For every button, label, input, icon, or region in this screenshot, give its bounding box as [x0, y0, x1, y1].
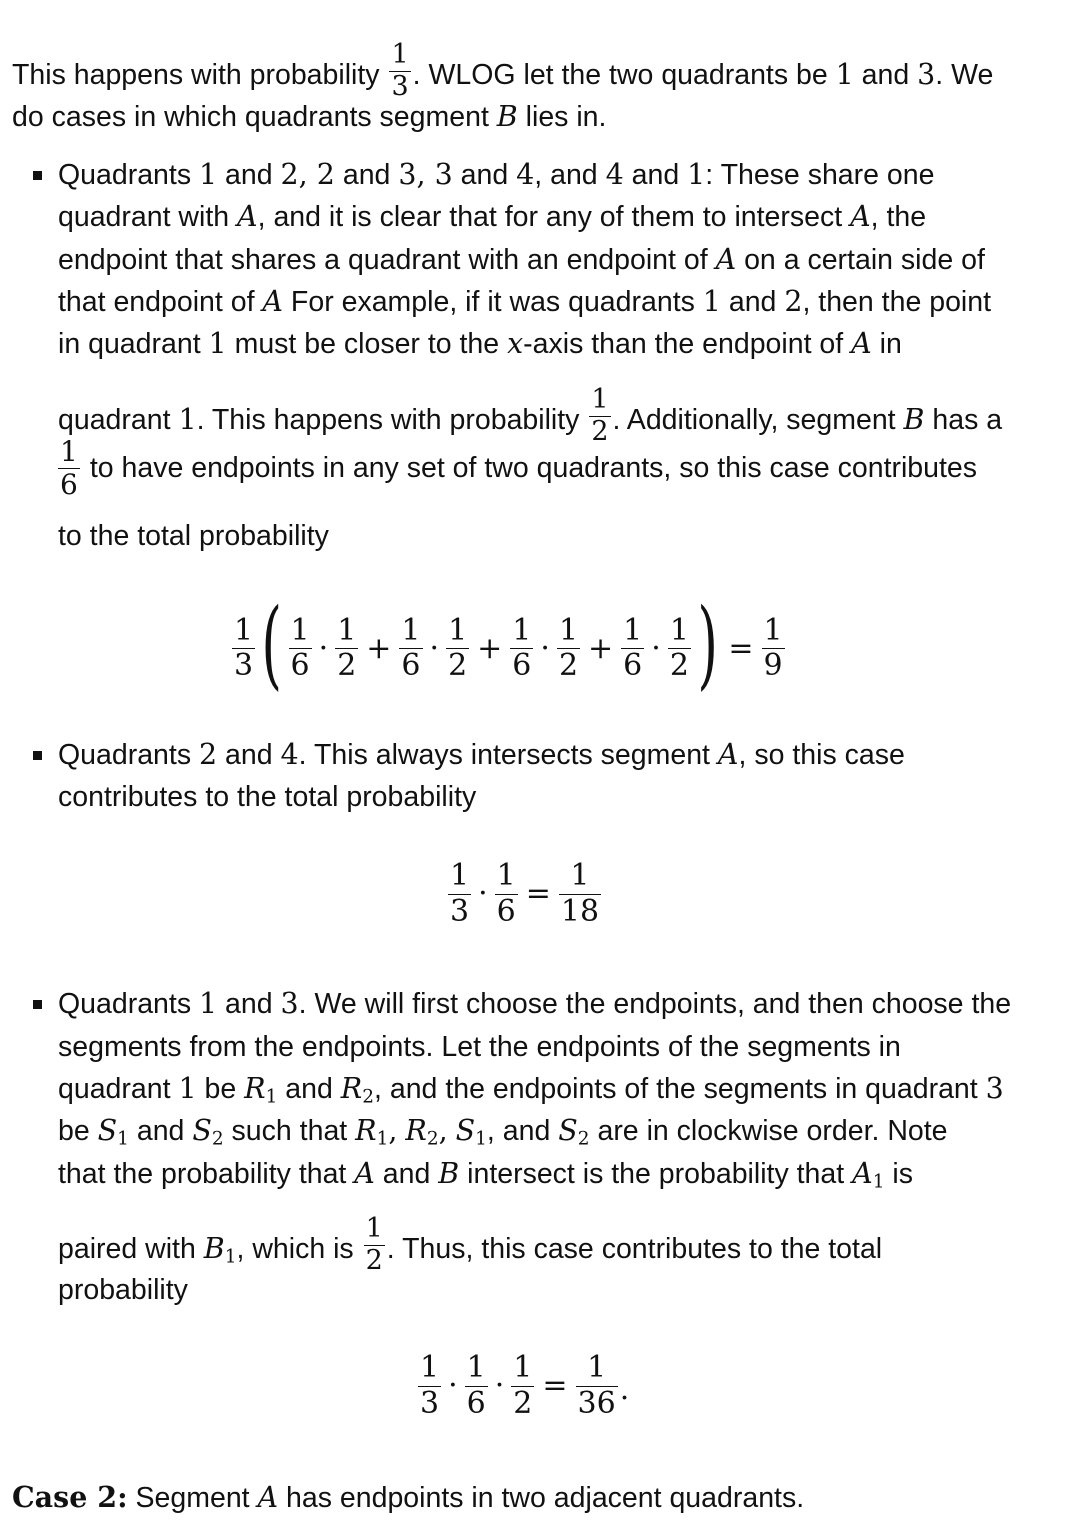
numerator: 1	[60, 435, 78, 468]
text-fragment: Quadrants	[58, 988, 199, 1020]
text-fragment: intersect is the probability that	[459, 1158, 853, 1190]
subscript: 2	[362, 1086, 375, 1108]
text-fragment: has endpoints in two adjacent quadrants.	[278, 1482, 805, 1514]
math-var: R	[244, 1072, 266, 1105]
numerator: 1	[466, 1350, 486, 1385]
numerator: 1	[763, 612, 783, 648]
denominator: 2	[337, 648, 357, 683]
math-number: 3	[434, 158, 453, 191]
text-fragment: , so this case	[738, 739, 905, 771]
operator: ·	[448, 1368, 458, 1403]
text-fragment: and	[277, 1073, 341, 1105]
text-fragment: that the probability that	[58, 1158, 355, 1190]
frac	[762, 612, 785, 683]
text-fragment: must be closer to the	[226, 328, 508, 360]
text-fragment: , the	[870, 201, 927, 233]
denominator: 6	[623, 648, 643, 683]
text-fragment: do cases in which quadrants segment	[12, 101, 497, 133]
math-var: S	[97, 1114, 118, 1147]
bullet-2	[33, 751, 42, 760]
bullet-3	[33, 1000, 42, 1009]
text-fragment: . Thus, this case contributes to the total	[386, 1232, 883, 1265]
b1-line-1	[58, 158, 935, 191]
fraction-one-third	[389, 41, 410, 102]
text-fragment: ,	[416, 158, 435, 191]
numerator: 1	[420, 1350, 440, 1385]
subscript: 1	[475, 1128, 487, 1150]
frac	[510, 612, 533, 683]
frac	[446, 612, 469, 683]
numerator: 1	[496, 858, 516, 893]
b3-line-7	[58, 1276, 188, 1305]
frac	[232, 612, 255, 683]
frac	[465, 1352, 488, 1419]
text-fragment: and	[217, 159, 281, 191]
math-var: R	[340, 1072, 363, 1105]
math-var: A	[715, 243, 737, 276]
text-fragment: This happens with probability	[12, 58, 388, 91]
math-var: B	[903, 402, 925, 436]
text-fragment: paired with	[58, 1232, 204, 1265]
text-fragment: has a	[924, 403, 1003, 436]
frac	[557, 612, 580, 683]
b3-line-3	[58, 1072, 1004, 1108]
fraction-one-half	[364, 1215, 385, 1276]
math-var: S	[558, 1114, 578, 1147]
denominator: 3	[450, 893, 470, 929]
denominator: 36	[577, 1385, 616, 1421]
denominator: 3	[391, 71, 409, 103]
text-fragment: and	[452, 159, 517, 191]
math-number: 1	[208, 327, 227, 360]
numerator: 1	[512, 612, 532, 648]
text-fragment: . This always intersects segment	[298, 739, 718, 771]
math-var: A	[237, 200, 258, 233]
text-fragment: . WLOG let the two quadrants be	[412, 58, 836, 91]
numerator: 1	[448, 612, 468, 648]
text-fragment: segments from the endpoints. Let the endpoints of the segments in	[58, 1031, 901, 1063]
numerator: 1	[623, 612, 643, 648]
text-fragment: in quadrant	[58, 328, 209, 360]
frac	[448, 860, 471, 927]
b1-line-2	[58, 200, 927, 233]
math-var: R	[355, 1114, 377, 1147]
left-paren: (	[261, 588, 283, 700]
frac	[495, 860, 518, 927]
text-fragment: are in clockwise order. Note	[589, 1115, 948, 1147]
text-fragment: , and it is clear that for any of them to intersect	[257, 201, 851, 233]
b1-line-8	[58, 522, 329, 551]
denominator: 2	[513, 1385, 533, 1421]
text-fragment: to the total probability	[58, 520, 329, 552]
fraction-one-sixth	[58, 437, 80, 500]
math-number: 4	[516, 158, 535, 191]
text-fragment: : These share one	[705, 159, 935, 191]
frac	[621, 612, 644, 683]
subscript: 1	[117, 1128, 129, 1150]
numerator: 1	[290, 612, 310, 648]
math-number: 1	[687, 158, 706, 191]
frac	[335, 612, 358, 683]
denominator: 2	[365, 1245, 383, 1277]
operator: ·	[651, 630, 661, 666]
math-var: S	[455, 1114, 476, 1147]
subscript: 2	[577, 1128, 590, 1150]
subscript: 1	[265, 1086, 278, 1108]
math-number: 4	[280, 738, 299, 771]
math-var: R	[405, 1114, 427, 1147]
frac	[511, 1352, 534, 1419]
text-fragment: quadrant	[58, 403, 179, 436]
operator: ·	[478, 876, 488, 911]
text-fragment: be	[58, 1115, 98, 1147]
text-fragment: , then the point	[802, 286, 992, 318]
text-fragment: , and	[534, 159, 606, 191]
math-number: 4	[605, 158, 624, 191]
text-fragment: Segment	[127, 1482, 258, 1514]
math-number: 1	[702, 285, 721, 318]
math-var: A	[850, 200, 871, 233]
subscript: 1	[224, 1246, 237, 1268]
text-fragment: and	[128, 1115, 193, 1147]
denominator: 6	[60, 468, 78, 502]
subscript: 1	[872, 1171, 885, 1193]
subscript: 2	[211, 1128, 224, 1150]
text-fragment: and	[374, 1158, 439, 1190]
operator: +	[366, 630, 392, 666]
operator: ·	[429, 630, 440, 666]
subscript: 1	[376, 1128, 389, 1150]
text-fragment: be	[196, 1073, 245, 1105]
text-fragment: Quadrants	[58, 739, 199, 771]
text-fragment: to have endpoints in any set of two quadrants, so this case contributes	[89, 452, 978, 485]
b3-line-2	[58, 1033, 901, 1062]
operator: =	[542, 1368, 568, 1403]
equation-1	[230, 588, 787, 700]
math-number: 1	[199, 987, 218, 1020]
math-var: A	[262, 285, 284, 318]
denominator: 6	[496, 893, 516, 929]
text-fragment: and	[853, 58, 918, 91]
text-fragment: . This happens with probability	[196, 403, 588, 436]
text-fragment: For example, if it was quadrants	[283, 286, 703, 318]
numerator: 1	[389, 41, 410, 72]
numerator: 1	[589, 386, 610, 417]
numerator: 1	[576, 1352, 618, 1387]
math-number: 1	[178, 1072, 197, 1105]
math-number: 2	[199, 738, 218, 771]
b2-line-1	[58, 738, 905, 771]
text-fragment: and	[217, 739, 281, 771]
b3-line-6	[58, 1213, 883, 1281]
math-var: A	[717, 738, 739, 771]
math-number: 3	[398, 158, 417, 191]
operator: +	[477, 630, 503, 666]
text-fragment: and	[334, 159, 399, 191]
text-fragment: endpoint that shares a quadrant with an endpoint of	[58, 244, 716, 276]
math-number: 1	[835, 57, 854, 91]
text-fragment: , and	[486, 1115, 559, 1147]
operator: =	[728, 630, 754, 666]
b1-line-3	[58, 243, 985, 276]
text-fragment: Quadrants	[58, 159, 199, 191]
math-var: B	[438, 1157, 460, 1190]
numerator: 1	[337, 612, 357, 648]
frac	[399, 612, 422, 683]
text-fragment: probability	[58, 1274, 188, 1306]
case-label: Case 2:	[12, 1480, 128, 1514]
denominator: 6	[290, 648, 310, 683]
text-fragment: . We will first choose the endpoints, and then choose the	[298, 988, 1012, 1020]
math-number: 3	[917, 57, 936, 91]
numerator: 1	[669, 612, 689, 648]
equation-3	[416, 1352, 629, 1419]
operator: ·	[540, 630, 550, 666]
text-fragment: contributes to the total probability	[58, 781, 477, 813]
math-number: 2	[280, 158, 299, 191]
text-fragment: lies in.	[517, 101, 607, 133]
math-var: A	[354, 1157, 375, 1190]
b2-line-2	[58, 783, 476, 812]
operator: =	[525, 876, 551, 911]
text-fragment: , which is	[236, 1232, 362, 1265]
text-fragment: and	[720, 286, 785, 318]
frac	[418, 1352, 441, 1419]
denominator: 6	[401, 648, 421, 683]
b3-line-5	[58, 1157, 913, 1193]
text-fragment: that endpoint of	[58, 286, 263, 318]
subscript: 2	[426, 1128, 439, 1150]
punct: ,	[438, 1114, 448, 1147]
text-fragment: and	[623, 159, 688, 191]
b3-line-1	[58, 987, 1012, 1020]
math-var: B	[203, 1231, 225, 1265]
math-var: A	[257, 1481, 279, 1514]
denominator: 18	[560, 893, 600, 929]
text-fragment: on a certain side of	[736, 244, 985, 276]
math-var: A	[852, 1157, 873, 1190]
b1-line-4	[58, 285, 992, 318]
frac	[289, 612, 312, 683]
math-number: 3	[985, 1072, 1004, 1105]
text-fragment: quadrant with	[58, 201, 238, 233]
text-fragment: in	[871, 328, 902, 360]
text-fragment: ,	[298, 158, 317, 191]
text-fragment: is	[884, 1158, 913, 1190]
text-fragment: . We	[935, 58, 994, 91]
denominator: 2	[448, 648, 468, 683]
denominator: 9	[763, 648, 783, 683]
frac	[559, 860, 601, 927]
math-number: 2	[316, 158, 335, 191]
case-2-heading	[12, 1480, 805, 1514]
intro-line-1	[12, 39, 994, 107]
math-var: x	[507, 327, 524, 360]
frac	[576, 1352, 618, 1419]
denominator: 3	[420, 1385, 440, 1421]
numerator: 1	[364, 1215, 385, 1246]
punct: .	[619, 1372, 630, 1407]
operator: ·	[494, 1368, 505, 1403]
b1-line-5	[58, 327, 902, 360]
denominator: 2	[558, 648, 579, 683]
math-number: 1	[178, 402, 197, 436]
math-number: 2	[784, 285, 803, 318]
denominator: 2	[669, 648, 689, 683]
numerator: 1	[234, 612, 254, 648]
math-number: 3	[280, 987, 299, 1020]
text-fragment: such that	[223, 1115, 356, 1147]
numerator: 1	[559, 860, 601, 895]
math-var: S	[192, 1114, 212, 1147]
frac	[668, 612, 691, 683]
numerator: 1	[513, 1350, 533, 1385]
text-fragment: -axis than the endpoint of	[523, 328, 852, 360]
numerator: 1	[450, 858, 470, 893]
math-var: A	[851, 327, 872, 360]
operator: ·	[318, 630, 329, 666]
numerator: 1	[558, 612, 579, 648]
bullet-1	[33, 171, 42, 180]
text-fragment: quadrant	[58, 1073, 179, 1105]
equation-2	[446, 860, 603, 927]
text-fragment: and	[217, 988, 281, 1020]
intro-line-2	[12, 100, 607, 133]
text-fragment: . Additionally, segment	[612, 403, 904, 436]
punct: ,	[388, 1114, 398, 1147]
denominator: 3	[234, 648, 254, 683]
denominator: 2	[591, 416, 609, 448]
b3-line-4	[58, 1114, 948, 1150]
text-fragment: , and the endpoints of the segments in quadrant	[374, 1073, 986, 1105]
denominator: 6	[512, 648, 532, 683]
right-paren: )	[697, 588, 718, 700]
math-var: B	[496, 100, 518, 133]
math-number: 1	[199, 158, 218, 191]
numerator: 1	[401, 612, 421, 648]
operator: +	[588, 630, 614, 666]
b1-line-7	[58, 437, 977, 500]
denominator: 6	[466, 1385, 486, 1421]
